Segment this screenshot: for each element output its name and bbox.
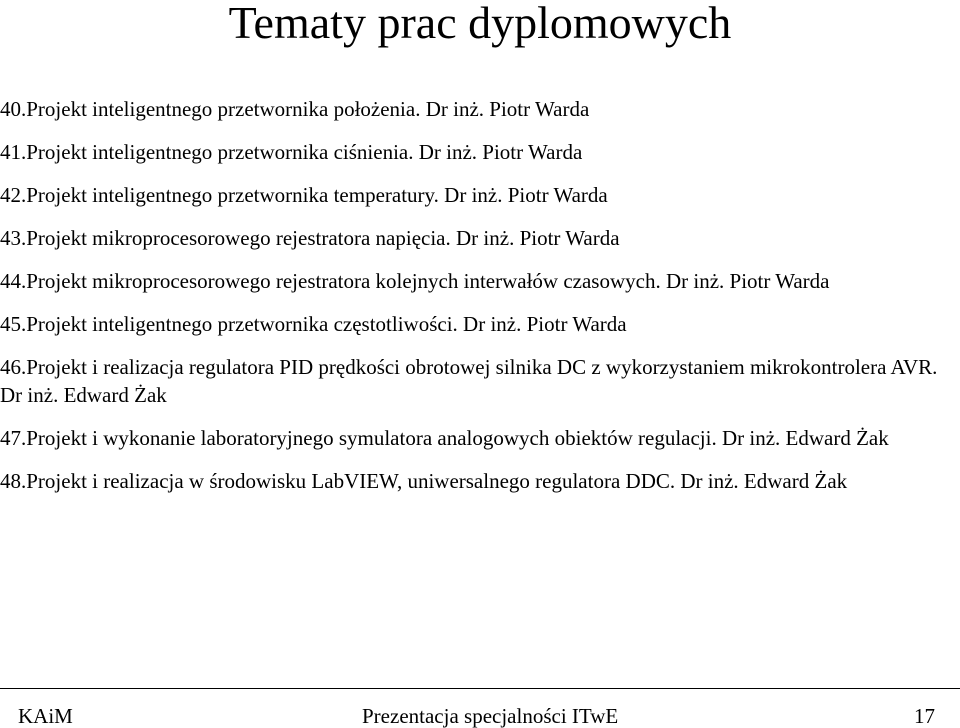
list-item: 43.Projekt mikroprocesorowego rejestratora napięcia. Dr inż. Piotr Warda [0, 226, 620, 250]
footer [0, 705, 960, 727]
list-item: 40.Projekt inteligentnego przetwornika położenia. Dr inż. Piotr Warda [0, 97, 590, 121]
footer-department: KAiM [18, 704, 73, 728]
list-item: 47.Projekt i wykonanie laboratoryjnego symulatora analogowych obiektów regulacji. Dr inż. Edward Żak [0, 426, 889, 450]
list-item: 44.Projekt mikroprocesorowego rejestratora kolejnych interwałów czasowych. Dr inż. Piotr Warda [0, 269, 830, 293]
slide-title: Tematy prac dyplomowych [228, 0, 732, 48]
footer-divider [0, 688, 960, 689]
list-item: 42.Projekt inteligentnego przetwornika temperatury. Dr inż. Piotr Warda [0, 183, 608, 207]
footer-page-number: 17 [914, 704, 935, 728]
thesis-topics-list [0, 95, 960, 495]
list-item: 41.Projekt inteligentnego przetwornika ciśnienia. Dr inż. Piotr Warda [0, 140, 583, 164]
list-item: 48.Projekt i realizacja w środowisku LabVIEW, uniwersalnego regulatora DDC. Dr inż. Edward Żak [0, 469, 848, 493]
list-item: 45.Projekt inteligentnego przetwornika częstotliwości. Dr inż. Piotr Warda [0, 312, 627, 336]
footer-presentation-title: Prezentacja specjalności ITwE [362, 704, 619, 728]
list-item: 46.Projekt i realizacja regulatora PID prędkości obrotowej silnika DC z wykorzystaniem mikrokontrolera AVR. Dr inż. Edward Żak [0, 355, 938, 407]
